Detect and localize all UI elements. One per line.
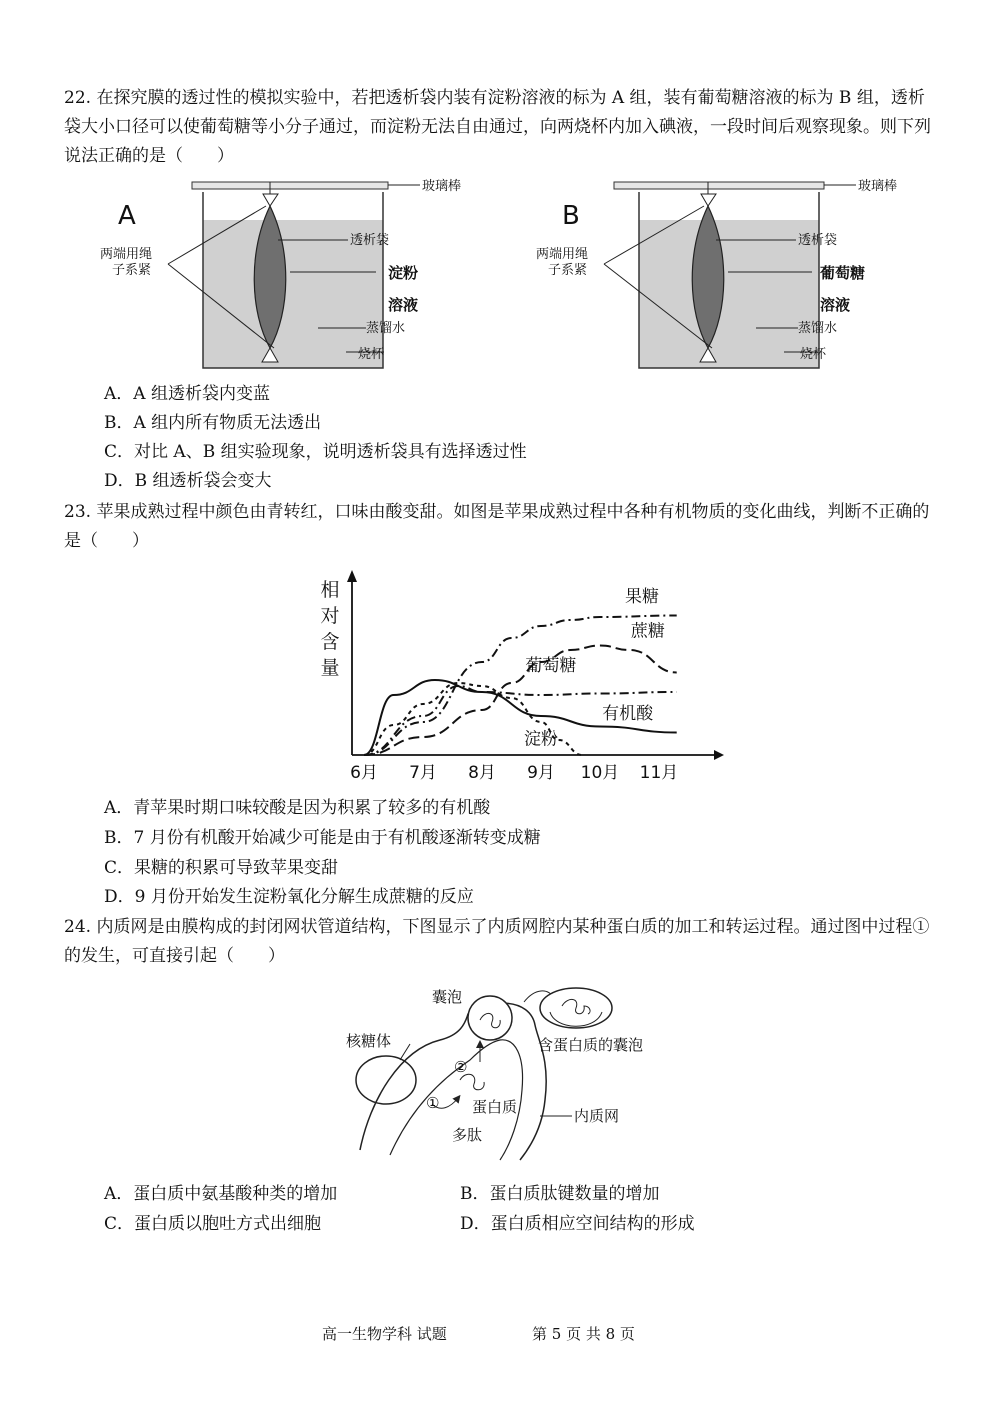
q24-option-d[interactable]: D．蛋白质相应空间结构的形成 bbox=[460, 1214, 695, 1234]
q22-figure-b bbox=[536, 172, 898, 378]
apple-ripening-chart bbox=[310, 568, 730, 788]
q24-option-a[interactable]: A．蛋白质中氨基酸种类的增加 bbox=[104, 1184, 338, 1204]
q22-stem: 22. 在探究膜的透过性的模拟实验中，若把透析袋内装有淀粉溶液的标为 A 组，装有葡萄糖溶液的标为 B 组，透析袋大小口径可以使葡萄糖等小分子通过，而淀粉无法自由通过，向两烧杯内加入碘液，一段时间后观察现象。则下列说法正确的是（ ） bbox=[64, 88, 931, 166]
x-tick-label: 8月 bbox=[468, 763, 496, 783]
q22-option-a[interactable]: A．A 组透析袋内变蓝 bbox=[104, 384, 270, 404]
x-tick-label: 9月 bbox=[527, 763, 555, 783]
svg-text:多肽: 多肽 bbox=[452, 1126, 483, 1144]
svg-text:核糖体: 核糖体 bbox=[346, 1032, 392, 1050]
vesicle bbox=[468, 996, 512, 1040]
svg-text:①: ① bbox=[426, 1094, 440, 1112]
svg-text:烧杯: 烧杯 bbox=[358, 347, 385, 362]
x-tick-label: 7月 bbox=[409, 763, 437, 783]
q22-figure-a bbox=[100, 172, 462, 378]
ribosome bbox=[356, 1056, 416, 1104]
svg-text:烧杯: 烧杯 bbox=[800, 347, 827, 362]
svg-text:子系紧: 子系紧 bbox=[548, 263, 588, 278]
series-label-有机酸: 有机酸 bbox=[602, 704, 654, 724]
y-axis-label-char: 对 bbox=[320, 605, 340, 627]
q23-option-c[interactable]: C．果糖的积累可导致苹果变甜 bbox=[104, 858, 339, 878]
glass-rod bbox=[192, 182, 388, 189]
q23-option-b[interactable]: B．7 月份有机酸开始减少可能是由于有机酸逐渐转变成糖 bbox=[104, 828, 541, 848]
svg-text:溶液: 溶液 bbox=[820, 296, 851, 314]
q23-option-d[interactable]: D．9 月份开始发生淀粉氧化分解生成蔗糖的反应 bbox=[104, 887, 474, 907]
y-axis-label-char: 含 bbox=[320, 631, 340, 653]
er-protein-figure bbox=[340, 980, 670, 1170]
svg-text:蒸馏水: 蒸馏水 bbox=[798, 321, 838, 336]
series-label-淀粉: 淀粉 bbox=[524, 729, 558, 750]
series-label-葡萄糖: 葡萄糖 bbox=[525, 656, 577, 676]
series-line-蔗糖 bbox=[364, 646, 677, 756]
svg-text:淀粉: 淀粉 bbox=[388, 264, 419, 282]
y-axis-label-char: 量 bbox=[320, 657, 340, 679]
x-tick-label: 10月 bbox=[580, 763, 620, 783]
series-label-蔗糖: 蔗糖 bbox=[630, 621, 665, 642]
q22-option-d[interactable]: D．B 组透析袋会变大 bbox=[104, 471, 272, 491]
svg-text:葡萄糖: 葡萄糖 bbox=[820, 264, 866, 282]
svg-text:含蛋白质的囊泡: 含蛋白质的囊泡 bbox=[538, 1036, 644, 1054]
fig-a-letter: A bbox=[118, 201, 136, 231]
fig-b-letter: B bbox=[562, 201, 580, 231]
svg-text:内质网: 内质网 bbox=[574, 1107, 620, 1125]
footer-subject: 高一生物学科 试题 bbox=[322, 1325, 447, 1343]
x-tick-label: 11月 bbox=[639, 763, 679, 783]
q23-option-a[interactable]: A．青苹果时期口味较酸是因为积累了较多的有机酸 bbox=[104, 798, 491, 818]
svg-text:囊泡: 囊泡 bbox=[432, 988, 463, 1006]
svg-text:玻璃棒: 玻璃棒 bbox=[858, 179, 898, 194]
svg-text:蛋白质: 蛋白质 bbox=[472, 1098, 518, 1116]
svg-text:两端用绳: 两端用绳 bbox=[100, 247, 153, 262]
y-axis-label-char: 相 bbox=[320, 579, 340, 601]
q22-option-b[interactable]: B．A 组内所有物质无法透出 bbox=[104, 413, 322, 433]
svg-text:蒸馏水: 蒸馏水 bbox=[366, 321, 406, 336]
q24-option-c[interactable]: C．蛋白质以胞吐方式出细胞 bbox=[104, 1214, 322, 1234]
svg-text:透析袋: 透析袋 bbox=[798, 233, 838, 248]
series-line-果糖 bbox=[364, 616, 677, 756]
x-tick-label: 6月 bbox=[350, 763, 378, 783]
q22-option-c[interactable]: C．对比 A、B 组实验现象，说明透析袋具有选择透过性 bbox=[104, 442, 527, 462]
q23-stem: 23. 苹果成熟过程中颜色由青转红，口味由酸变甜。如图是苹果成熟过程中各种有机物质的变化曲线，判断不正确的是（ ） bbox=[64, 502, 930, 551]
q24-stem: 24. 内质网是由膜构成的封闭网状管道结构，下图显示了内质网腔内某种蛋白质的加工和转运过程。通过图中过程①的发生，可直接引起（ ） bbox=[64, 917, 930, 966]
svg-text:两端用绳: 两端用绳 bbox=[536, 247, 589, 262]
svg-text:玻璃棒: 玻璃棒 bbox=[422, 179, 462, 194]
q24-option-b[interactable]: B．蛋白质肽键数量的增加 bbox=[460, 1184, 660, 1204]
y-axis-label bbox=[320, 579, 339, 679]
svg-text:子系紧: 子系紧 bbox=[112, 263, 152, 278]
svg-text:②: ② bbox=[454, 1058, 468, 1076]
series-label-果糖: 果糖 bbox=[625, 587, 659, 607]
svg-text:溶液: 溶液 bbox=[388, 296, 419, 314]
svg-text:透析袋: 透析袋 bbox=[350, 233, 390, 248]
footer-page-number: 第 5 页 共 8 页 bbox=[532, 1325, 635, 1343]
